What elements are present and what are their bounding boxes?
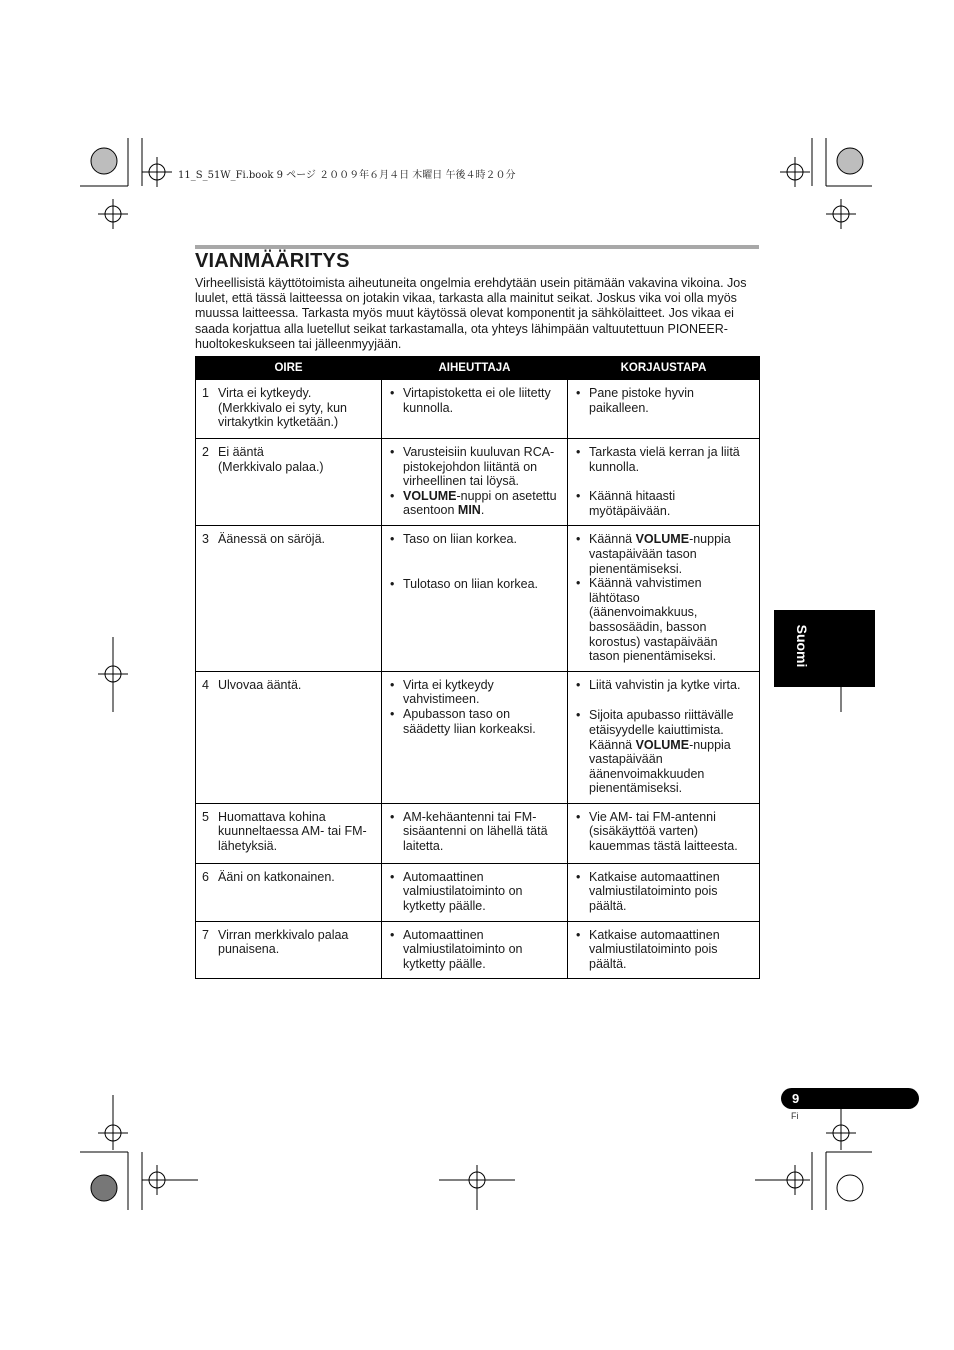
registration-target-bottom [98, 1095, 856, 1210]
list-item: • Käännä VOLUME-nuppia vastapäivään tason pienentämiseksi. [574, 532, 751, 576]
symptom-text: Virran merkkivalo palaa punaisena. [218, 927, 349, 957]
row-number: 2 [202, 445, 209, 459]
title-rule [195, 245, 759, 249]
intro-paragraph: Virheellisistä käyttötoimista aiheutuneita ongelmia erehdytään usein pitämään vakavina vikoina. Jos luulet, että tässä laitteessa on jotakin vikaa, tarkasta alla mainitut seikat. Joskus vika voi olla myös muussa laitteessa. Tarkasta myös muut käytössä olevat komponentit ja sähkölaitteet. Jos vikaa ei saada korjattua alla luetellut seikat tarkastamalla, ota yhteys lähimpään valtuutettuun PIONEER-huoltokeskukseen tai jälleenmyyjään. [195, 276, 747, 351]
list-item: • AM-kehäantenni tai FM-sisäantenni on lähellä tätä laitetta. [388, 810, 559, 854]
remedy-cell [568, 526, 760, 671]
list-item: • Pane pistoke hyvin paikalleen. [574, 386, 751, 415]
symptom-text: Virta ei kytkeydy. (Merkkivalo ei syty, kun virtakytkin kytketään.) [218, 386, 347, 430]
page-number-badge [781, 1088, 919, 1109]
header-cause: AIHEUTTAJA [382, 357, 568, 380]
list-item: • Sijoita apubasso riittävälle etäisyydelle kaiuttimista. Käännä VOLUME-nuppia vastapäivään äänenvoimakkuuden pienentämiseksi. [574, 708, 751, 796]
table-row [196, 803, 760, 863]
language-code: Fi [791, 1111, 799, 1121]
symptom-cell [196, 803, 382, 863]
remedy-cell [568, 921, 760, 979]
cause-cell [382, 380, 568, 439]
page-number: 9 [792, 1091, 800, 1106]
remedy-cell [568, 803, 760, 863]
table-header-row [196, 357, 760, 380]
symptom-text: Ulvovaa ääntä. [218, 677, 302, 692]
table-row [196, 863, 760, 921]
symptom-text: Ei ääntä (Merkkivalo palaa.) [218, 445, 324, 474]
list-item: • Virtapistoketta ei ole liitetty kunnolla. [388, 386, 559, 415]
symptom-cell [196, 439, 382, 526]
list-item: • Katkaise automaattinen valmiustilatoiminto pois päältä. [574, 870, 751, 914]
table-row [196, 439, 760, 526]
row-number: 6 [202, 869, 209, 884]
remedy-cell [568, 671, 760, 803]
symptom-cell [196, 671, 382, 803]
list-item: • Tarkasta vielä kerran ja liitä kunnolla. [574, 445, 751, 474]
remedy-cell [568, 439, 760, 526]
remedy-cell [568, 380, 760, 439]
language-side-tab [774, 610, 875, 687]
cause-cell [382, 863, 568, 921]
list-item: • Virta ei kytkeydy vahvistimeen. [388, 678, 559, 707]
list-item: • Tulotaso on liian korkea. [388, 577, 559, 592]
list-item: • Varusteisiin kuuluvan RCA-pistokejohdon liitäntä on virheellinen tai löysä. [388, 445, 559, 489]
symptom-cell [196, 921, 382, 979]
list-item: • Automaattinen valmiustilatoiminto on kytketty päälle. [388, 928, 559, 972]
table-row [196, 671, 760, 803]
remedy-cell [568, 863, 760, 921]
symptom-text: Ääni on katkonainen. [218, 869, 335, 884]
cause-cell [382, 921, 568, 979]
list-item: • VOLUME-nuppi on asetettu asentoon MIN. [388, 489, 559, 518]
list-item: • Liitä vahvistin ja kytke virta. [574, 678, 751, 693]
print-header: 11_S_51W_Fi.book 9 ページ ２００９年６月４日 木曜日 午後４時２０分 [178, 170, 516, 181]
header-remedy: KORJAUSTAPA [568, 357, 760, 380]
cause-cell [382, 803, 568, 863]
symptom-cell [196, 526, 382, 671]
symptom-cell [196, 380, 382, 439]
list-item: • Katkaise automaattinen valmiustilatoiminto pois päältä. [574, 928, 751, 972]
list-item: • Automaattinen valmiustilatoiminto on kytketty päälle. [388, 870, 559, 914]
row-number: 1 [202, 386, 209, 400]
table-row [196, 921, 760, 979]
table-row [196, 380, 760, 439]
cause-cell [382, 671, 568, 803]
page-title: VIANMÄÄRITYS [195, 250, 350, 272]
row-number: 7 [202, 927, 209, 942]
row-number: 5 [202, 809, 209, 824]
symptom-text: Huomattava kohina kuunneltaessa AM- tai FM-lähetyksiä. [218, 809, 367, 854]
header-symptom: OIRE [196, 357, 382, 380]
list-item: • Vie AM- tai FM-antenni (sisäkäyttöä varten) kauemmas tästä laitteesta. [574, 810, 751, 854]
list-item: • Apubasson taso on säädetty liian korkeaksi. [388, 707, 559, 736]
table-row [196, 526, 760, 671]
list-item: • Käännä hitaasti myötäpäivään. [574, 489, 751, 518]
cause-cell [382, 526, 568, 671]
list-item: • Taso on liian korkea. [388, 532, 559, 547]
language-tab-label: Suomi [794, 624, 810, 668]
symptom-cell [196, 863, 382, 921]
list-item: • Käännä vahvistimen lähtötaso (äänenvoimakkuus, bassosäädin, basson korostus) vastapäivään tason pienentämiseksi. [574, 576, 751, 664]
row-number: 3 [202, 532, 209, 547]
troubleshooting-table [195, 356, 760, 979]
row-number: 4 [202, 677, 209, 692]
cause-cell [382, 439, 568, 526]
symptom-text: Äänessä on säröjä. [218, 532, 326, 547]
